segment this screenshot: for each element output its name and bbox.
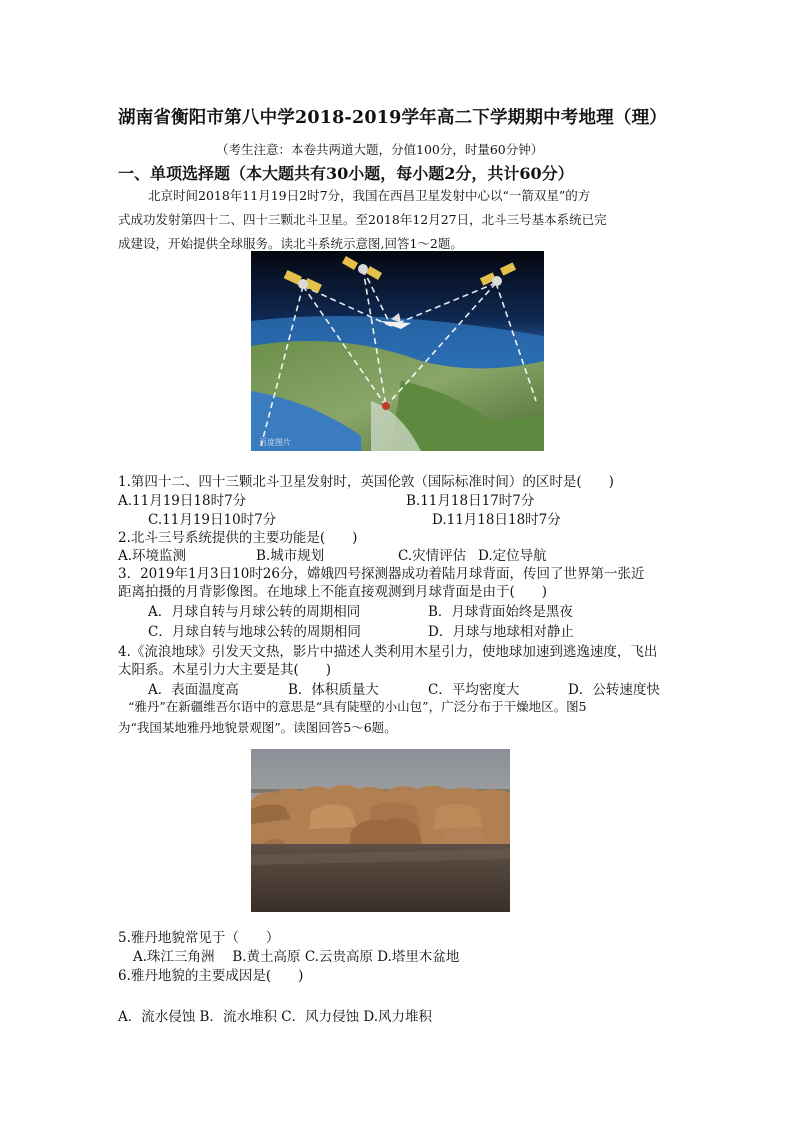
q2-option-b: B.城市规划 [256, 548, 325, 564]
yardang-figure [251, 749, 510, 912]
yardang-landscape-image [251, 749, 510, 912]
beidou-figure [251, 251, 544, 451]
q1-option-b: B.11月18日17时7分 [406, 493, 535, 509]
q2-option-d: D.定位导航 [478, 548, 547, 564]
q2-option-a: A.环境监测 [118, 548, 187, 564]
q3-stem-line1: 3．2019年1月3日10时26分，嫦娥四号探测器成功着陆月球背面，传回了世界第一张近 [118, 566, 645, 582]
intro2-line2: 为“我国某地雅丹地貌景观图”。读图回答5～6题。 [118, 720, 397, 735]
intro1-line1: 北京时间2018年11月19日2时7分，我国在西昌卫星发射中心以“一箭双星”的方 [148, 188, 591, 203]
q3-stem-line2: 距离拍摄的月背影像图。在地球上不能直接观测到月球背面是由于( ) [118, 584, 548, 600]
q2-stem: 2.北斗三号系统提供的主要功能是( ) [118, 530, 358, 546]
figure1-watermark: 百度图片 [259, 438, 291, 447]
beidou-diagram-image [251, 251, 544, 451]
q3-option-c: C．月球自转与地球公转的周期相同 [148, 624, 361, 640]
q4-stem-line2: 太阳系。木星引力大主要是其( ) [118, 662, 332, 678]
q4-option-a: A．表面温度高 [148, 682, 239, 698]
q3-option-a: A．月球自转与月球公转的周期相同 [148, 604, 361, 620]
q1-stem: 1.第四十二、四十三颗北斗卫星发射时，英国伦敦（国际标准时间）的区时是( ) [118, 474, 614, 490]
intro1-line3: 成建设，开始提供全球服务。读北斗系统示意图,回答1～2题。 [118, 236, 463, 251]
intro2-line1: “雅丹”在新疆维吾尔语中的意思是“具有陡壁的小山包”，广泛分布于干燥地区。图5 [128, 699, 587, 714]
q4-option-c: C．平均密度大 [428, 682, 520, 698]
page-title: 湖南省衡阳市第八中学2018-2019学年高二下学期期中考地理（理） [118, 108, 667, 128]
q4-stem-line1: 4.《流浪地球》引发天文热，影片中描述人类利用木星引力，使地球加速到逃逸速度，飞出 [118, 644, 658, 660]
q1-option-a: A.11月19日18时7分 [118, 493, 247, 509]
q3-option-b: B．月球背面始终是黑夜 [428, 604, 573, 620]
q6-options: A．流水侵蚀 B．流水堆积 C．风力侵蚀 D.风力堆积 [118, 1009, 433, 1025]
q1-option-c: C.11月19日10时7分 [148, 512, 277, 528]
section-title: 一、单项选择题（本大题共有30小题，每小题2分，共计60分） [118, 164, 574, 183]
q2-option-c: C.灾情评估 [398, 548, 467, 564]
q4-option-d: D．公转速度快 [568, 682, 660, 698]
q5-options: A.珠江三角洲 B.黄土高原 C.云贵高原 D.塔里木盆地 [133, 949, 460, 965]
q6-stem: 6.雅丹地貌的主要成因是( ) [118, 968, 304, 984]
q1-option-d: D.11月18日18时7分 [432, 512, 561, 528]
q4-option-b: B．体积质量大 [288, 682, 379, 698]
q5-stem: 5.雅丹地貌常见于（ ） [118, 930, 280, 946]
q3-option-d: D．月球与地球相对静止 [428, 624, 574, 640]
exam-notice: （考生注意：本卷共两道大题，分值100分，时量60分钟） [216, 142, 544, 157]
intro1-line2: 式成功发射第四十二、四十三颗北斗卫星。至2018年12月27日，北斗三号基本系统已完 [118, 212, 607, 227]
